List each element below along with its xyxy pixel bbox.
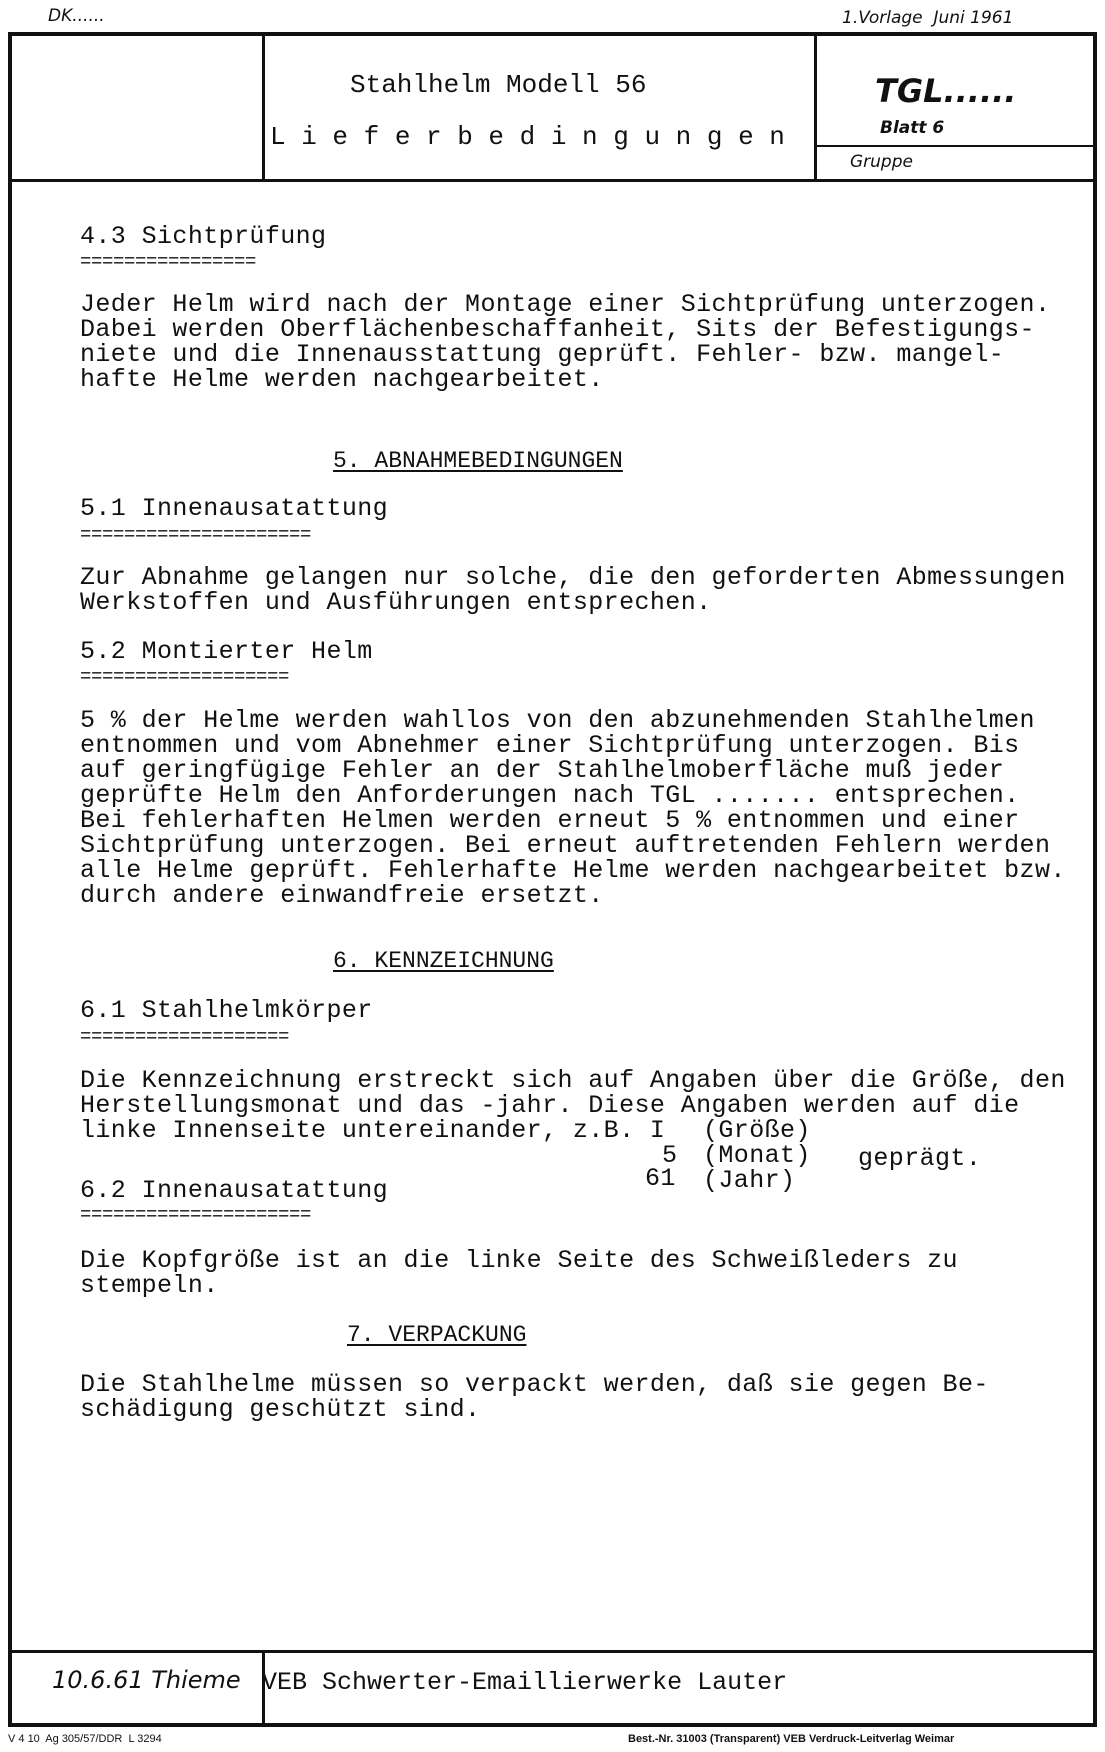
paragraph-line: schädigung geschützt sind. [80,1395,481,1424]
header-divider-left [262,34,265,181]
paragraph-line: durch andere einwandfreie ersetzt. [80,881,604,910]
document-subtitle: L i e f e r b e d i n g u n g e n [270,122,785,152]
footer-date-signature: 10.6.61 Thieme [52,1666,241,1694]
section-heading-4-3: 4.3 Sichtprüfung [80,222,327,251]
paragraph-line: auf geringfügige Fehler an der Stahlhelmoberfläche muß jeder [80,756,1005,785]
header-bottom-line [8,179,1097,182]
paragraph-line: Bei fehlerhaften Helmen werden erneut 5 % entnommen und einer [80,806,1020,835]
example-label-month: (Monat) [703,1141,811,1170]
section-title-7: 7. VERPACKUNG [347,1322,527,1348]
tgl-separator-line [814,145,1095,147]
tgl-number: TGL...... [875,72,1017,110]
paragraph-line: Sichtprüfung unterzogen. Bei erneut auftretenden Fehlern werden [80,831,1051,860]
top-left-note: DK...... [48,6,105,26]
example-label-year: (Jahr) [703,1166,796,1195]
pressed-label: geprägt. [858,1144,982,1173]
section-heading-5-2: 5.2 Montierter Helm [80,637,373,666]
section-heading-5-1: 5.1 Innenausatattung [80,494,389,523]
paragraph-line: Die Kennzeichnung erstreckt sich auf Angaben über die Größe, den [80,1066,1066,1095]
paragraph-line: geprüfte Helm den Anforderungen nach TGL ....... entsprechen. [80,781,1020,810]
document-title: Stahlhelm Modell 56 [350,70,647,100]
gruppe-label: Gruppe [850,152,913,172]
example-value-month: 5 [662,1141,678,1170]
footer-top-line [8,1650,1097,1653]
blatt-label: Blatt 6 [880,118,945,138]
paragraph-line: Jeder Helm wird nach der Montage einer Sichtprüfung unterzogen. [80,290,1051,319]
section-heading-6-2: 6.2 Innenausatattung [80,1176,389,1205]
heading-rule-6-1: =================== [80,1026,290,1048]
paragraph-line: Werkstoffen und Ausführungen entsprechen. [80,588,712,617]
heading-rule-5-2: =================== [80,666,290,688]
paragraph-line: niete und die Innenausstattung geprüft. Fehler- bzw. mangel- [80,340,1005,369]
heading-rule-6-2: ===================== [80,1204,312,1226]
print-code: V 4 10 Ag 305/57/DDR L 3294 [8,1733,162,1745]
paragraph-line: Die Kopfgröße ist an die linke Seite des Schweißleders zu [80,1246,958,1275]
paragraph-line: Zur Abnahme gelangen nur solche, die den geforderten Abmessungen [80,563,1066,592]
paragraph-line: entnommen und vom Abnehmer einer Sichtprüfung unterzogen. Bis [80,731,1020,760]
header-divider-right [814,34,817,181]
top-right-note: 1.Vorlage Juni 1961 [842,8,1014,28]
paragraph-line: hafte Helme werden nachgearbeitet. [80,365,604,394]
paragraph-line: stempeln. [80,1271,219,1300]
heading-rule-4-3: ================ [80,251,257,273]
footer-company: VEB Schwerter-Emaillierwerke Lauter [262,1668,788,1697]
paragraph-line: Herstellungsmonat und das -jahr. Diese Angaben werden auf die [80,1091,1020,1120]
section-title-6: 6. KENNZEICHNUNG [333,948,554,974]
heading-rule-5-1: ===================== [80,524,312,546]
paragraph-line: Dabei werden Oberflächenbeschaffanheit, Sits der Befestigungs- [80,315,1035,344]
section-title-5: 5. ABNAHMEBEDINGUNGEN [333,448,623,474]
order-note: Best.-Nr. 31003 (Transparent) VEB Verdruck-Leitverlag Weimar [628,1733,955,1745]
paragraph-line: 5 % der Helme werden wahllos von den abzunehmenden Stahlhelmen [80,706,1035,735]
paragraph-line: alle Helme geprüft. Fehlerhafte Helme werden nachgearbeitet bzw. [80,856,1066,885]
section-heading-6-1: 6.1 Stahlhelmkörper [80,996,373,1025]
example-label-size: (Größe) [703,1116,811,1145]
paragraph-line: Die Stahlhelme müssen so verpackt werden, daß sie gegen Be- [80,1370,989,1399]
example-value-year: 61 [645,1164,676,1193]
paragraph-line: linke Innenseite untereinander, z.B. I [80,1116,666,1145]
